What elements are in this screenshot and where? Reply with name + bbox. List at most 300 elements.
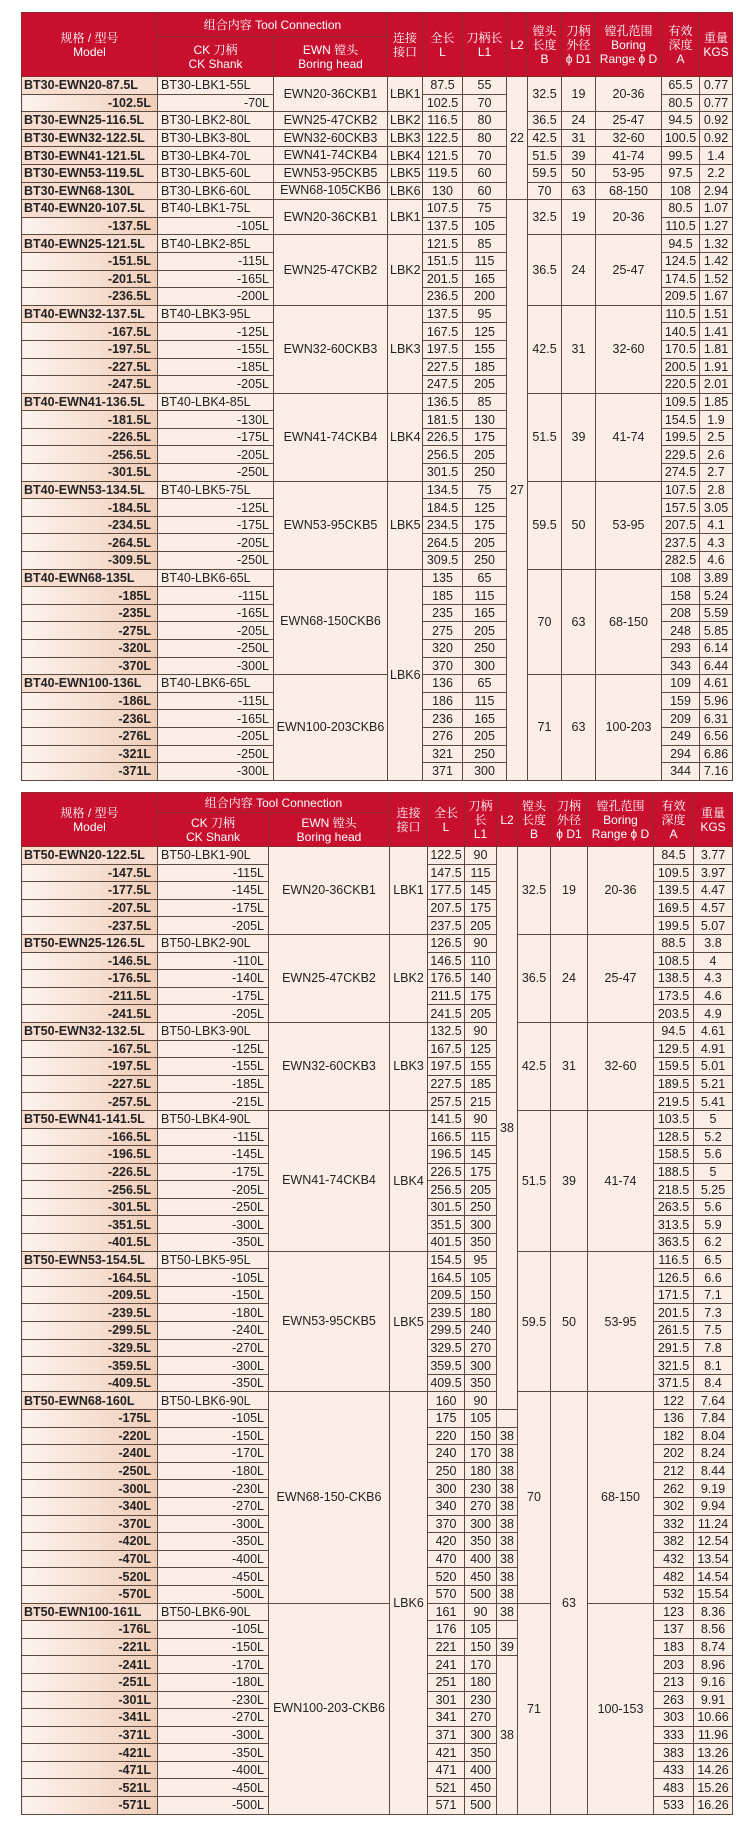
weight-cell: 4.6 <box>694 987 733 1005</box>
model-cell: -471L <box>22 1761 158 1779</box>
model-cell: -176.5L <box>22 970 158 988</box>
weight-cell: 1.85 <box>700 393 733 411</box>
length-cell: 247.5 <box>423 376 463 394</box>
weight-cell: 7.3 <box>694 1304 733 1322</box>
ck-shank-cell: -205L <box>158 446 274 464</box>
model-cell: -351.5L <box>22 1216 158 1234</box>
col-length: 全长 L <box>423 13 463 77</box>
model-cell: BT30-EWN41-121.5L <box>22 147 158 165</box>
model-cell: -167.5L <box>22 323 158 341</box>
head-length-cell: 32.5 <box>528 200 562 235</box>
depth-cell: 94.5 <box>662 112 700 130</box>
length-cell: 309.5 <box>423 552 463 570</box>
shank-length-cell: 270 <box>465 1339 497 1357</box>
shank-length-cell: 165 <box>463 710 507 728</box>
ck-shank-cell: -250L <box>158 552 274 570</box>
ck-shank-cell: BT50-LBK6-90L <box>158 1392 269 1410</box>
length-cell: 471 <box>428 1761 465 1779</box>
model-cell: -276L <box>22 727 158 745</box>
ck-shank-cell: BT50-LBK1-90L <box>158 847 269 865</box>
depth-cell: 138.5 <box>654 970 694 988</box>
model-cell: -247.5L <box>22 376 158 394</box>
l2-cell: 38 <box>497 1445 518 1463</box>
length-cell: 301.5 <box>423 464 463 482</box>
model-cell: -211.5L <box>22 987 158 1005</box>
col-shank-length: 刀柄 长 L1 <box>465 793 497 847</box>
model-cell: -329.5L <box>22 1339 158 1357</box>
model-cell: -166.5L <box>22 1128 158 1146</box>
ck-shank-cell: -300L <box>158 1726 269 1744</box>
length-cell: 176 <box>428 1621 465 1639</box>
ck-shank-cell: -70L <box>158 94 274 112</box>
length-cell: 154.5 <box>428 1251 465 1269</box>
length-cell: 340 <box>428 1497 465 1515</box>
ck-shank-cell: -125L <box>158 499 274 517</box>
ck-shank-cell: -400L <box>158 1550 269 1568</box>
depth-cell: 303 <box>654 1709 694 1727</box>
shank-diameter-cell: 63 <box>551 1392 588 1814</box>
table-row <box>22 1392 733 1410</box>
model-cell: BT50-EWN100-161L <box>22 1603 158 1621</box>
ck-shank-cell: -500L <box>158 1797 269 1815</box>
shank-length-cell: 130 <box>463 411 507 429</box>
boring-range-cell: 32-60 <box>596 129 662 147</box>
weight-cell: 1.67 <box>700 288 733 306</box>
depth-cell: 116.5 <box>654 1251 694 1269</box>
col-l2: L2 <box>497 793 518 847</box>
table-row <box>22 147 733 165</box>
ck-shank-cell: BT50-LBK5-95L <box>158 1251 269 1269</box>
shank-diameter-cell: 50 <box>562 481 596 569</box>
weight-cell: 16.26 <box>694 1797 733 1815</box>
model-cell: -234.5L <box>22 516 158 534</box>
weight-cell: 10.66 <box>694 1709 733 1727</box>
shank-length-cell: 165 <box>463 270 507 288</box>
depth-cell: 137 <box>654 1621 694 1639</box>
depth-cell: 108 <box>662 182 700 200</box>
model-cell: -321L <box>22 745 158 763</box>
shank-length-cell: 75 <box>463 481 507 499</box>
model-cell: -196.5L <box>22 1146 158 1164</box>
ck-shank-cell: -185L <box>158 1075 269 1093</box>
shank-length-cell: 150 <box>465 1427 497 1445</box>
length-cell: 359.5 <box>428 1357 465 1375</box>
length-cell: 239.5 <box>428 1304 465 1322</box>
weight-cell: 5.96 <box>700 692 733 710</box>
depth-cell: 88.5 <box>654 934 694 952</box>
l2-cell: 38 <box>497 1656 518 1814</box>
weight-cell: 5.6 <box>694 1146 733 1164</box>
shank-length-cell: 175 <box>465 1163 497 1181</box>
head-length-cell: 36.5 <box>528 112 562 130</box>
depth-cell: 129.5 <box>654 1040 694 1058</box>
shank-length-cell: 400 <box>465 1761 497 1779</box>
length-cell: 256.5 <box>423 446 463 464</box>
shank-length-cell: 300 <box>463 763 507 781</box>
length-cell: 207.5 <box>428 899 465 917</box>
table-row <box>22 1603 733 1621</box>
ck-shank-cell: -155L <box>158 1058 269 1076</box>
head-length-cell: 70 <box>528 569 562 675</box>
length-cell: 329.5 <box>428 1339 465 1357</box>
length-cell: 237.5 <box>428 917 465 935</box>
col-model: 规格 / 型号 Model <box>22 13 158 77</box>
weight-cell: 7.5 <box>694 1322 733 1340</box>
weight-cell: 8.24 <box>694 1445 733 1463</box>
model-cell: -201.5L <box>22 270 158 288</box>
depth-cell: 363.5 <box>654 1234 694 1252</box>
shank-length-cell: 85 <box>463 393 507 411</box>
weight-cell: 1.4 <box>700 147 733 165</box>
length-cell: 135 <box>423 569 463 587</box>
shank-length-cell: 350 <box>465 1374 497 1392</box>
ck-shank-cell: -205L <box>158 622 274 640</box>
weight-cell: 4.61 <box>694 1022 733 1040</box>
ck-shank-cell: BT40-LBK6-65L <box>158 675 274 693</box>
head-length-cell: 42.5 <box>518 1022 551 1110</box>
ck-shank-cell: -270L <box>158 1339 269 1357</box>
shank-diameter-cell: 50 <box>562 164 596 182</box>
model-cell: BT30-EWN53-119.5L <box>22 164 158 182</box>
depth-cell: 263 <box>654 1691 694 1709</box>
ck-shank-cell: -175L <box>158 987 269 1005</box>
model-cell: -521L <box>22 1779 158 1797</box>
boring-range-cell: 41-74 <box>588 1110 654 1251</box>
ck-shank-cell: -300L <box>158 763 274 781</box>
model-cell: -175L <box>22 1410 158 1428</box>
depth-cell: 97.5 <box>662 164 700 182</box>
boring-head-cell: EWN32-60CKB3 <box>269 1022 390 1110</box>
weight-cell: 8.04 <box>694 1427 733 1445</box>
boring-head-cell: EWN25-47CKB2 <box>274 235 388 305</box>
shank-length-cell: 90 <box>465 1022 497 1040</box>
length-cell: 196.5 <box>428 1146 465 1164</box>
model-cell: -221L <box>22 1638 158 1656</box>
interface-cell: LBK4 <box>390 1110 428 1251</box>
shank-length-cell: 185 <box>465 1075 497 1093</box>
model-cell: -227.5L <box>22 1075 158 1093</box>
shank-length-cell: 205 <box>463 534 507 552</box>
head-length-cell: 59.5 <box>528 481 562 569</box>
head-length-cell: 59.5 <box>518 1251 551 1392</box>
depth-cell: 199.5 <box>662 428 700 446</box>
col-head-length: 镗头 长度 B <box>518 793 551 847</box>
shank-length-cell: 110 <box>465 952 497 970</box>
shank-length-cell: 115 <box>463 252 507 270</box>
model-cell: -239.5L <box>22 1304 158 1322</box>
shank-diameter-cell: 63 <box>562 675 596 781</box>
shank-length-cell: 105 <box>465 1621 497 1639</box>
weight-cell: 0.77 <box>700 94 733 112</box>
length-cell: 132.5 <box>428 1022 465 1040</box>
ck-shank-cell: -105L <box>158 1621 269 1639</box>
shank-diameter-cell: 24 <box>551 934 588 1022</box>
boring-range-cell: 68-150 <box>596 569 662 675</box>
ck-shank-cell: -180L <box>158 1673 269 1691</box>
model-cell: -251L <box>22 1673 158 1691</box>
weight-cell: 4.47 <box>694 882 733 900</box>
shank-length-cell: 105 <box>465 1410 497 1428</box>
weight-cell: 7.84 <box>694 1410 733 1428</box>
ck-shank-cell: -150L <box>158 1638 269 1656</box>
weight-cell: 5.21 <box>694 1075 733 1093</box>
col-boring-range: 镗孔范围 Boring Range ϕ D <box>596 13 662 77</box>
depth-cell: 157.5 <box>662 499 700 517</box>
ck-shank-cell: -300L <box>158 1216 269 1234</box>
depth-cell: 229.5 <box>662 446 700 464</box>
l2-cell: 38 <box>497 1603 518 1621</box>
weight-cell: 2.5 <box>700 428 733 446</box>
ck-shank-cell: -250L <box>158 464 274 482</box>
depth-cell: 110.5 <box>662 305 700 323</box>
weight-cell: 3.77 <box>694 847 733 865</box>
weight-cell: 2.7 <box>700 464 733 482</box>
length-cell: 241 <box>428 1656 465 1674</box>
shank-length-cell: 230 <box>465 1691 497 1709</box>
shank-diameter-cell: 39 <box>562 147 596 165</box>
length-cell: 126.5 <box>428 934 465 952</box>
ck-shank-cell: BT50-LBK3-90L <box>158 1022 269 1040</box>
length-cell: 176.5 <box>428 970 465 988</box>
depth-cell: 109 <box>662 675 700 693</box>
shank-length-cell: 105 <box>465 1269 497 1287</box>
interface-cell: LBK1 <box>390 847 428 935</box>
depth-cell: 99.5 <box>662 147 700 165</box>
shank-length-cell: 350 <box>465 1234 497 1252</box>
ck-shank-cell: -150L <box>158 1427 269 1445</box>
interface-cell: LBK1 <box>388 200 423 235</box>
shank-diameter-cell: 39 <box>562 393 596 481</box>
model-cell: -241.5L <box>22 1005 158 1023</box>
length-cell: 227.5 <box>423 358 463 376</box>
ck-shank-cell: -350L <box>158 1533 269 1551</box>
model-cell: BT30-EWN32-122.5L <box>22 129 158 147</box>
model-cell: -341L <box>22 1709 158 1727</box>
length-cell: 161 <box>428 1603 465 1621</box>
model-cell: -146.5L <box>22 952 158 970</box>
boring-range-cell: 20-36 <box>596 77 662 112</box>
model-cell: -226.5L <box>22 428 158 446</box>
depth-cell: 159 <box>662 692 700 710</box>
model-cell: -236.5L <box>22 288 158 306</box>
shank-length-cell: 115 <box>463 692 507 710</box>
ck-shank-cell: -175L <box>158 516 274 534</box>
model-cell: -275L <box>22 622 158 640</box>
length-cell: 201.5 <box>423 270 463 288</box>
model-cell: -309.5L <box>22 552 158 570</box>
weight-cell: 7.16 <box>700 763 733 781</box>
shank-length-cell: 205 <box>465 917 497 935</box>
length-cell: 320 <box>423 640 463 658</box>
interface-cell: LBK3 <box>388 305 423 393</box>
weight-cell: 3.89 <box>700 569 733 587</box>
shank-length-cell: 125 <box>463 499 507 517</box>
length-cell: 401.5 <box>428 1234 465 1252</box>
ck-shank-cell: -150L <box>158 1286 269 1304</box>
ck-shank-cell: -180L <box>158 1462 269 1480</box>
length-cell: 167.5 <box>423 323 463 341</box>
depth-cell: 237.5 <box>662 534 700 552</box>
col-ewn-head: EWN 镗头 Boring head <box>269 813 390 847</box>
shank-length-cell: 165 <box>463 604 507 622</box>
weight-cell: 1.51 <box>700 305 733 323</box>
shank-length-cell: 240 <box>465 1322 497 1340</box>
ck-shank-cell: BT40-LBK4-85L <box>158 393 274 411</box>
depth-cell: 383 <box>654 1744 694 1762</box>
l2-cell: 38 <box>497 1462 518 1480</box>
shank-length-cell: 170 <box>465 1656 497 1674</box>
model-cell: -299.5L <box>22 1322 158 1340</box>
model-cell: BT40-EWN100-136L <box>22 675 158 693</box>
ck-shank-cell: -140L <box>158 970 269 988</box>
ck-shank-cell: -165L <box>158 710 274 728</box>
boring-range-cell: 68-150 <box>588 1392 654 1603</box>
weight-cell: 3.05 <box>700 499 733 517</box>
model-cell: -570L <box>22 1585 158 1603</box>
ck-shank-cell: -145L <box>158 1146 269 1164</box>
length-cell: 299.5 <box>428 1322 465 1340</box>
length-cell: 341 <box>428 1709 465 1727</box>
shank-length-cell: 205 <box>463 622 507 640</box>
shank-length-cell: 65 <box>463 675 507 693</box>
weight-cell: 5.24 <box>700 587 733 605</box>
ck-shank-cell: BT50-LBK2-90L <box>158 934 269 952</box>
table-row <box>22 200 733 218</box>
length-cell: 167.5 <box>428 1040 465 1058</box>
boring-head-cell: EWN68-105CKB6 <box>274 182 388 200</box>
weight-cell: 6.2 <box>694 1234 733 1252</box>
ck-shank-cell: BT30-LBK6-60L <box>158 182 274 200</box>
model-cell: -147.5L <box>22 864 158 882</box>
model-cell: -370L <box>22 657 158 675</box>
l2-cell <box>497 1410 518 1428</box>
boring-range-cell: 41-74 <box>596 147 662 165</box>
head-length-cell: 36.5 <box>518 934 551 1022</box>
interface-cell: LBK2 <box>390 934 428 1022</box>
table-body <box>22 847 733 1815</box>
ck-shank-cell: BT30-LBK5-60L <box>158 164 274 182</box>
ck-shank-cell: -205L <box>158 1181 269 1199</box>
shank-length-cell: 115 <box>463 587 507 605</box>
shank-length-cell: 270 <box>465 1709 497 1727</box>
model-cell: -237.5L <box>22 917 158 935</box>
weight-cell: 8.74 <box>694 1638 733 1656</box>
shank-length-cell: 500 <box>465 1797 497 1815</box>
shank-length-cell: 180 <box>465 1304 497 1322</box>
depth-cell: 213 <box>654 1673 694 1691</box>
depth-cell: 201.5 <box>654 1304 694 1322</box>
depth-cell: 249 <box>662 727 700 745</box>
weight-cell: 4.61 <box>700 675 733 693</box>
shank-length-cell: 175 <box>465 899 497 917</box>
model-cell: -177.5L <box>22 882 158 900</box>
ck-shank-cell: -180L <box>158 1304 269 1322</box>
shank-length-cell: 205 <box>465 1181 497 1199</box>
length-cell: 371 <box>423 763 463 781</box>
boring-head-cell: EWN25-47CKB2 <box>274 112 388 130</box>
weight-cell: 5.01 <box>694 1058 733 1076</box>
length-cell: 250 <box>428 1462 465 1480</box>
ck-shank-cell: -240L <box>158 1322 269 1340</box>
depth-cell: 483 <box>654 1779 694 1797</box>
weight-cell: 6.14 <box>700 640 733 658</box>
depth-cell: 108 <box>662 569 700 587</box>
shank-length-cell: 500 <box>465 1585 497 1603</box>
model-cell: -371L <box>22 1726 158 1744</box>
ck-shank-cell: -115L <box>158 692 274 710</box>
interface-cell: LBK6 <box>388 182 423 200</box>
depth-cell: 173.5 <box>654 987 694 1005</box>
l2-cell: 38 <box>497 1568 518 1586</box>
weight-cell: 14.26 <box>694 1761 733 1779</box>
shank-length-cell: 85 <box>463 235 507 253</box>
depth-cell: 293 <box>662 640 700 658</box>
weight-cell: 5.6 <box>694 1198 733 1216</box>
shank-length-cell: 350 <box>465 1533 497 1551</box>
shank-length-cell: 300 <box>465 1515 497 1533</box>
model-cell: -257.5L <box>22 1093 158 1111</box>
col-interface: 连接 接口 <box>390 793 428 847</box>
depth-cell: 109.5 <box>654 864 694 882</box>
boring-head-cell: EWN25-47CKB2 <box>269 934 390 1022</box>
model-cell: -420L <box>22 1533 158 1551</box>
ck-shank-cell: -300L <box>158 1515 269 1533</box>
col-weight: 重量 KGS <box>700 13 733 77</box>
length-cell: 107.5 <box>423 200 463 218</box>
length-cell: 186 <box>423 692 463 710</box>
depth-cell: 183 <box>654 1638 694 1656</box>
shank-diameter-cell: 50 <box>551 1251 588 1392</box>
weight-cell: 1.41 <box>700 323 733 341</box>
ck-shank-cell: BT40-LBK6-65L <box>158 569 274 587</box>
length-cell: 197.5 <box>428 1058 465 1076</box>
length-cell: 570 <box>428 1585 465 1603</box>
length-cell: 175 <box>428 1410 465 1428</box>
model-cell: BT40-EWN41-136.5L <box>22 393 158 411</box>
weight-cell: 6.86 <box>700 745 733 763</box>
shank-length-cell: 150 <box>465 1638 497 1656</box>
weight-cell: 1.42 <box>700 252 733 270</box>
head-length-cell: 59.5 <box>528 164 562 182</box>
depth-cell: 189.5 <box>654 1075 694 1093</box>
depth-cell: 332 <box>654 1515 694 1533</box>
boring-head-cell: EWN41-74CKB4 <box>274 147 388 165</box>
depth-cell: 203.5 <box>654 1005 694 1023</box>
ck-shank-cell: BT40-LBK1-75L <box>158 200 274 218</box>
ck-shank-cell: -125L <box>158 323 274 341</box>
depth-cell: 200.5 <box>662 358 700 376</box>
shank-length-cell: 185 <box>463 358 507 376</box>
table-row <box>22 481 733 499</box>
length-cell: 321 <box>423 745 463 763</box>
model-cell: -571L <box>22 1797 158 1815</box>
col-depth: 有效 深度 A <box>662 13 700 77</box>
length-cell: 235 <box>423 604 463 622</box>
model-cell: -226.5L <box>22 1163 158 1181</box>
l2-cell <box>497 1621 518 1639</box>
ck-shank-cell: -110L <box>158 952 269 970</box>
shank-length-cell: 115 <box>465 1128 497 1146</box>
model-cell: -340L <box>22 1497 158 1515</box>
boring-range-cell: 25-47 <box>596 112 662 130</box>
depth-cell: 182 <box>654 1427 694 1445</box>
length-cell: 136.5 <box>423 393 463 411</box>
depth-cell: 110.5 <box>662 217 700 235</box>
length-cell: 116.5 <box>423 112 463 130</box>
head-length-cell: 32.5 <box>528 77 562 112</box>
interface-cell: LBK5 <box>388 164 423 182</box>
ck-shank-cell: -175L <box>158 1163 269 1181</box>
